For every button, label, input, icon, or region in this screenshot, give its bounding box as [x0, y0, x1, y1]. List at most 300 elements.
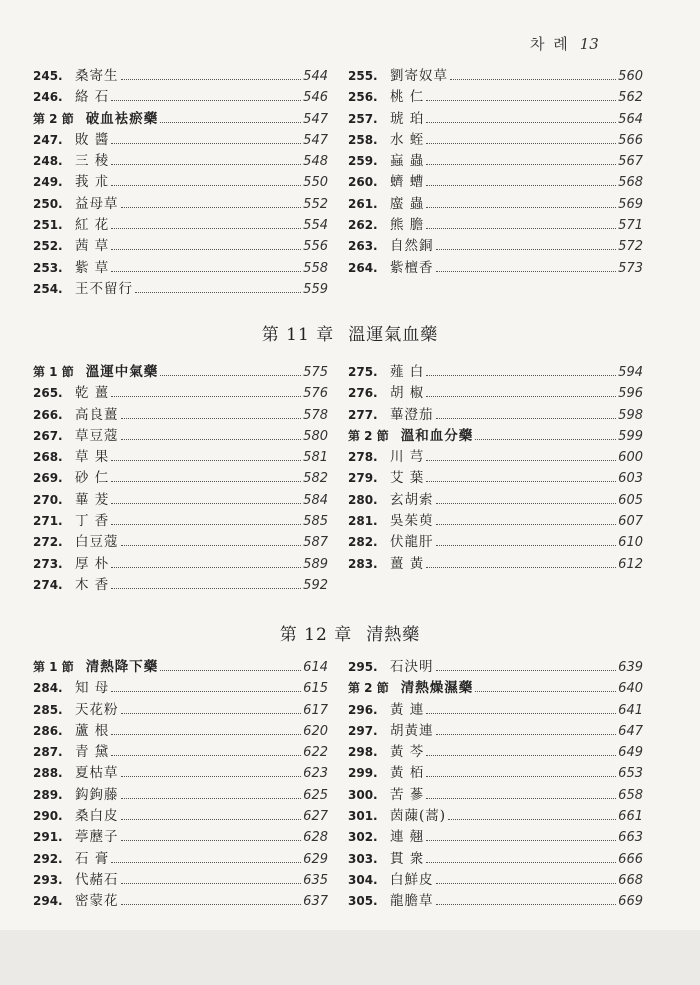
entry-page-number: 600	[618, 450, 643, 466]
dot-leader	[111, 691, 301, 692]
entry-page-number: 607	[618, 514, 643, 530]
toc-entry-row	[348, 107, 643, 128]
dot-leader	[436, 545, 617, 546]
chapter-11-heading	[0, 320, 700, 345]
entry-name: 丁 香	[75, 513, 110, 530]
dot-leader	[426, 100, 616, 101]
dot-leader	[450, 79, 616, 80]
toc-entry-row	[348, 128, 643, 149]
entry-page-number: 612	[618, 556, 643, 572]
entry-number: 298.	[348, 745, 378, 760]
entry-name: 草 果	[75, 449, 110, 466]
dot-leader	[426, 755, 616, 756]
toc-entry-row	[33, 509, 328, 530]
dot-leader	[111, 481, 301, 482]
entry-page-number: 653	[618, 766, 643, 782]
toc-entry-row	[348, 509, 643, 530]
dot-leader	[160, 670, 301, 671]
dot-leader	[160, 122, 301, 123]
entry-number: 279.	[348, 471, 378, 486]
header-page-number: 13	[579, 35, 599, 53]
entry-name: 葶藶子	[75, 829, 119, 846]
toc-entry-row	[33, 213, 328, 234]
entry-page-number: 556	[303, 239, 328, 255]
dot-leader	[436, 524, 617, 525]
toc-entry-row	[33, 424, 328, 445]
entry-page-number: 620	[303, 723, 328, 739]
toc-entry-row	[348, 213, 643, 234]
entry-number: 286.	[33, 723, 63, 738]
entry-number: 271.	[33, 514, 63, 529]
toc-entry-row	[348, 804, 643, 825]
entry-name: 乾 薑	[75, 385, 110, 402]
section-name: 溫運中氣藥	[85, 364, 159, 380]
entry-name: 薤 白	[390, 364, 425, 380]
entry-number: 304.	[348, 872, 378, 887]
section-label: 第 2 節	[33, 111, 74, 126]
entry-page-number: 641	[618, 702, 643, 718]
entry-page-number: 564	[618, 111, 643, 127]
dot-leader	[426, 862, 616, 863]
entry-number: 290.	[33, 809, 63, 824]
toc-entry-row	[33, 381, 328, 402]
entry-page-number: 614	[303, 660, 328, 675]
dot-leader	[121, 439, 302, 440]
entry-page-number: 558	[303, 260, 328, 276]
toc-entry-row	[33, 85, 328, 106]
entry-name: 胡黃連	[390, 722, 434, 739]
toc-entry-row	[33, 488, 328, 509]
entry-name: 密蒙花	[75, 893, 119, 910]
toc-entry-row	[348, 234, 643, 255]
entry-number: 300.	[348, 787, 378, 802]
entry-number: 266.	[33, 407, 63, 422]
entry-number: 273.	[33, 556, 63, 571]
entry-number: 250.	[33, 196, 63, 211]
chapter-12-heading	[0, 620, 700, 645]
entry-number: 252.	[33, 239, 63, 254]
entry-name: 蓽 茇	[75, 491, 110, 508]
entry-page-number: 594	[618, 365, 643, 380]
entry-number: 280.	[348, 492, 378, 507]
dot-leader	[426, 840, 616, 841]
toc-entry-row	[33, 192, 328, 213]
toc-block3-left-column	[33, 655, 328, 911]
section-name: 清熱降下藥	[85, 659, 159, 675]
dot-leader	[121, 840, 302, 841]
entry-name: 黃 連	[390, 701, 425, 718]
entry-number: 285.	[33, 702, 63, 717]
entry-name: 自然銅	[390, 238, 434, 255]
entry-page-number: 585	[303, 514, 328, 530]
entry-page-number: 622	[303, 745, 328, 761]
entry-name: 伏龍肝	[390, 534, 434, 551]
toc-entry-row	[348, 552, 643, 573]
toc-entry-row	[33, 530, 328, 551]
chapter-number: 第 12 章	[279, 625, 353, 645]
toc-entry-row	[33, 740, 328, 761]
dot-leader	[111, 185, 301, 186]
dot-leader	[475, 439, 616, 440]
entry-page-number: 587	[303, 535, 328, 551]
entry-name: 䗪 蟲	[390, 195, 425, 212]
toc-entry-row	[33, 719, 328, 740]
entry-name: 桑白皮	[75, 808, 119, 825]
dot-leader	[448, 819, 616, 820]
toc-entry-row	[33, 761, 328, 782]
toc-entry-row	[33, 64, 328, 85]
dot-leader	[121, 904, 302, 905]
entry-number: 283.	[348, 556, 378, 571]
dot-leader	[111, 164, 301, 165]
entry-page-number: 566	[618, 132, 643, 148]
entry-number: 303.	[348, 851, 378, 866]
entry-page-number: 547	[303, 111, 328, 127]
toc-entry-row	[348, 85, 643, 106]
toc-section-row	[33, 107, 328, 128]
entry-name: 夏枯草	[75, 765, 119, 782]
entry-number: 278.	[348, 450, 378, 465]
toc-entry-row	[33, 868, 328, 889]
entry-number: 292.	[33, 851, 63, 866]
dot-leader	[426, 228, 616, 229]
entry-name: 吳茱萸	[390, 513, 434, 530]
chapter-title: 溫運氣血藥	[348, 325, 439, 345]
entry-name: 川 芎	[390, 449, 425, 466]
entry-name: 木 香	[75, 576, 110, 593]
entry-name: 龍膽草	[390, 893, 434, 910]
entry-number: 254.	[33, 281, 63, 296]
dot-leader	[111, 503, 301, 504]
section-label: 第 1 節	[33, 365, 74, 379]
entry-page-number: 580	[303, 428, 328, 444]
dot-leader	[135, 292, 301, 293]
entry-page-number: 544	[303, 69, 328, 84]
toc-section-row	[348, 676, 643, 697]
dot-leader	[111, 862, 301, 863]
entry-page-number: 571	[618, 218, 643, 234]
entry-number: 276.	[348, 386, 378, 401]
dot-leader	[426, 375, 616, 376]
entry-page-number: 666	[618, 851, 643, 867]
entry-name: 三 稜	[75, 153, 110, 170]
entry-number: 284.	[33, 681, 63, 696]
entry-name: 石 膏	[75, 850, 110, 867]
toc-entry-row	[33, 149, 328, 170]
entry-name: 石決明	[390, 659, 434, 675]
entry-number: 263.	[348, 239, 378, 254]
entry-page-number: 605	[618, 492, 643, 508]
entry-page-number: 547	[303, 132, 328, 148]
entry-page-number: 569	[618, 196, 643, 212]
dot-leader	[426, 122, 616, 123]
toc-entry-row	[33, 128, 328, 149]
entry-name: 厚 朴	[75, 555, 110, 572]
dot-leader	[426, 164, 616, 165]
toc-entry-row	[348, 403, 643, 424]
entry-name: 熊 膽	[390, 217, 425, 234]
toc-entry-row	[33, 445, 328, 466]
dot-leader	[426, 396, 616, 397]
entry-page-number: 573	[618, 260, 643, 276]
entry-name: 草豆蔻	[75, 427, 119, 444]
entry-page-number: 567	[618, 154, 643, 170]
entry-number: 272.	[33, 535, 63, 550]
entry-name: 紫 草	[75, 259, 110, 276]
dot-leader	[436, 883, 617, 884]
entry-name: 高良薑	[75, 406, 119, 423]
toc-entry-row	[348, 445, 643, 466]
entry-number: 291.	[33, 830, 63, 845]
entry-name: 王不留行	[75, 280, 133, 297]
entry-number: 253.	[33, 260, 63, 275]
toc-entry-row	[33, 573, 328, 594]
entry-number: 299.	[348, 766, 378, 781]
entry-page-number: 615	[303, 681, 328, 697]
section-label: 第 1 節	[33, 660, 74, 674]
chapter-number: 第 11 章	[261, 325, 335, 345]
entry-number: 259.	[348, 154, 378, 169]
entry-number: 256.	[348, 90, 378, 105]
entry-page-number: 661	[618, 809, 643, 825]
toc-section-row	[33, 655, 328, 676]
dot-leader	[436, 734, 617, 735]
entry-number: 297.	[348, 723, 378, 738]
toc-entry-row	[33, 783, 328, 804]
dot-leader	[111, 588, 301, 589]
entry-page-number: 599	[618, 428, 643, 444]
toc-entry-row	[33, 676, 328, 697]
dot-leader	[426, 460, 616, 461]
dot-leader	[111, 249, 301, 250]
entry-page-number: 589	[303, 556, 328, 572]
dot-leader	[121, 798, 302, 799]
toc-entry-row	[33, 889, 328, 910]
dot-leader	[121, 776, 302, 777]
entry-page-number: 596	[618, 386, 643, 402]
entry-number: 296.	[348, 702, 378, 717]
entry-page-number: 554	[303, 218, 328, 234]
toc-entry-row	[348, 64, 643, 85]
entry-number: 270.	[33, 492, 63, 507]
toc-entry-row	[348, 847, 643, 868]
dot-leader	[111, 755, 301, 756]
entry-number: 305.	[348, 894, 378, 909]
toc-entry-row	[348, 740, 643, 761]
entry-name: 連 翹	[390, 829, 425, 846]
toc-entry-row	[348, 466, 643, 487]
dot-leader	[436, 418, 617, 419]
toc-entry-row	[33, 804, 328, 825]
entry-name: 蘆 根	[75, 722, 110, 739]
dot-leader	[436, 271, 617, 272]
toc-block3-right-column	[348, 655, 643, 911]
entry-name: 蓽澄茄	[390, 406, 434, 423]
entry-page-number: 598	[618, 407, 643, 423]
entry-number: 293.	[33, 872, 63, 887]
entry-name: 絡 石	[75, 89, 110, 106]
toc-entry-row	[33, 170, 328, 191]
dot-leader	[111, 143, 301, 144]
entry-number: 289.	[33, 787, 63, 802]
entry-name: 茵蔯(蒿)	[390, 808, 447, 825]
entry-page-number: 560	[618, 69, 643, 84]
toc-entry-row	[348, 256, 643, 277]
entry-page-number: 637	[303, 894, 328, 910]
toc-entry-row	[348, 719, 643, 740]
dot-leader	[111, 567, 301, 568]
toc-entry-row	[348, 868, 643, 889]
toc-entry-row	[348, 698, 643, 719]
entry-number: 302.	[348, 830, 378, 845]
entry-page-number: 649	[618, 745, 643, 761]
entry-page-number: 584	[303, 492, 328, 508]
toc-block2-left-column	[33, 360, 328, 594]
entry-number: 301.	[348, 809, 378, 824]
entry-name: 黃 栢	[390, 765, 425, 782]
toc-entry-row	[33, 256, 328, 277]
dot-leader	[121, 79, 302, 80]
toc-entry-row	[348, 488, 643, 509]
entry-number: 249.	[33, 175, 63, 190]
entry-name: 莪 朮	[75, 174, 110, 191]
section-label: 第 2 節	[348, 428, 389, 443]
entry-name: 紫檀香	[390, 259, 434, 276]
entry-number: 246.	[33, 90, 63, 105]
toc-entry-row	[348, 783, 643, 804]
running-header	[530, 33, 599, 54]
entry-page-number: 576	[303, 386, 328, 402]
entry-name: 天花粉	[75, 701, 119, 718]
entry-name: 桃 仁	[390, 89, 425, 106]
toc-entry-row	[348, 655, 643, 676]
toc-entry-row	[33, 466, 328, 487]
entry-page-number: 640	[618, 681, 643, 697]
entry-number: 260.	[348, 175, 378, 190]
entry-number: 267.	[33, 428, 63, 443]
entry-name: 玄胡索	[390, 491, 434, 508]
entry-page-number: 546	[303, 90, 328, 106]
entry-name: 劉寄奴草	[390, 68, 448, 84]
dot-leader	[426, 207, 616, 208]
dot-leader	[121, 418, 302, 419]
entry-number: 248.	[33, 154, 63, 169]
dot-leader	[121, 713, 302, 714]
entry-page-number: 581	[303, 450, 328, 466]
entry-page-number: 550	[303, 175, 328, 191]
chapter-title: 清熱藥	[366, 625, 421, 645]
entry-number: 287.	[33, 745, 63, 760]
dot-leader	[160, 375, 301, 376]
entry-page-number: 623	[303, 766, 328, 782]
toc-entry-row	[33, 234, 328, 255]
entry-number: 245.	[33, 69, 63, 83]
entry-page-number: 669	[618, 894, 643, 910]
entry-page-number: 562	[618, 90, 643, 106]
entry-page-number: 592	[303, 577, 328, 593]
toc-entry-row	[348, 889, 643, 910]
entry-number: 274.	[33, 577, 63, 592]
entry-page-number: 575	[303, 365, 328, 380]
entry-number: 262.	[348, 218, 378, 233]
entry-name: 青 黛	[75, 744, 110, 761]
entry-page-number: 603	[618, 471, 643, 487]
entry-page-number: 647	[618, 723, 643, 739]
dot-leader	[426, 185, 616, 186]
dot-leader	[111, 100, 301, 101]
entry-name: 白鮮皮	[390, 871, 434, 888]
dot-leader	[121, 883, 302, 884]
dot-leader	[111, 228, 301, 229]
dot-leader	[426, 776, 616, 777]
entry-page-number: 629	[303, 851, 328, 867]
entry-name: 貫 衆	[390, 850, 425, 867]
entry-page-number: 552	[303, 196, 328, 212]
entry-page-number: 663	[618, 830, 643, 846]
dot-leader	[475, 691, 616, 692]
dot-leader	[436, 670, 617, 671]
entry-page-number: 582	[303, 471, 328, 487]
section-name: 溫和血分藥	[400, 427, 474, 444]
entry-page-number: 578	[303, 407, 328, 423]
entry-page-number: 568	[618, 175, 643, 191]
toc-entry-row	[348, 381, 643, 402]
dot-leader	[426, 567, 616, 568]
entry-number: 251.	[33, 218, 63, 233]
entry-page-number: 658	[618, 787, 643, 803]
dot-leader	[111, 396, 301, 397]
dot-leader	[111, 734, 301, 735]
entry-name: 黃 芩	[390, 744, 425, 761]
header-title: 차 례	[530, 35, 570, 53]
toc-block1-right-column	[348, 64, 643, 277]
scan-margin	[0, 930, 700, 985]
entry-page-number: 639	[618, 660, 643, 675]
dot-leader	[436, 249, 617, 250]
toc-entry-row	[348, 530, 643, 551]
entry-number: 275.	[348, 365, 378, 379]
toc-entry-row	[33, 698, 328, 719]
entry-name: 紅 花	[75, 217, 110, 234]
section-name: 破血袪瘀藥	[85, 110, 159, 127]
entry-number: 294.	[33, 894, 63, 909]
entry-number: 264.	[348, 260, 378, 275]
entry-page-number: 628	[303, 830, 328, 846]
entry-name: 胡 椒	[390, 385, 425, 402]
entry-page-number: 572	[618, 239, 643, 255]
entry-page-number: 617	[303, 702, 328, 718]
dot-leader	[121, 545, 302, 546]
entry-number: 277.	[348, 407, 378, 422]
entry-number: 258.	[348, 132, 378, 147]
entry-page-number: 625	[303, 787, 328, 803]
entry-name: 薑 黃	[390, 555, 425, 572]
toc-entry-row	[33, 552, 328, 573]
entry-name: 茜 草	[75, 238, 110, 255]
entry-page-number: 559	[303, 281, 328, 297]
entry-name: 知 母	[75, 680, 110, 697]
dot-leader	[426, 481, 616, 482]
entry-number: 288.	[33, 766, 63, 781]
entry-number: 257.	[348, 111, 378, 126]
toc-block2-right-column	[348, 360, 643, 573]
entry-name: 代赭石	[75, 871, 119, 888]
entry-name: 敗 醬	[75, 131, 110, 148]
entry-name: 艾 葉	[390, 470, 425, 487]
toc-entry-row	[33, 847, 328, 868]
entry-number: 268.	[33, 450, 63, 465]
entry-name: 砂 仁	[75, 470, 110, 487]
